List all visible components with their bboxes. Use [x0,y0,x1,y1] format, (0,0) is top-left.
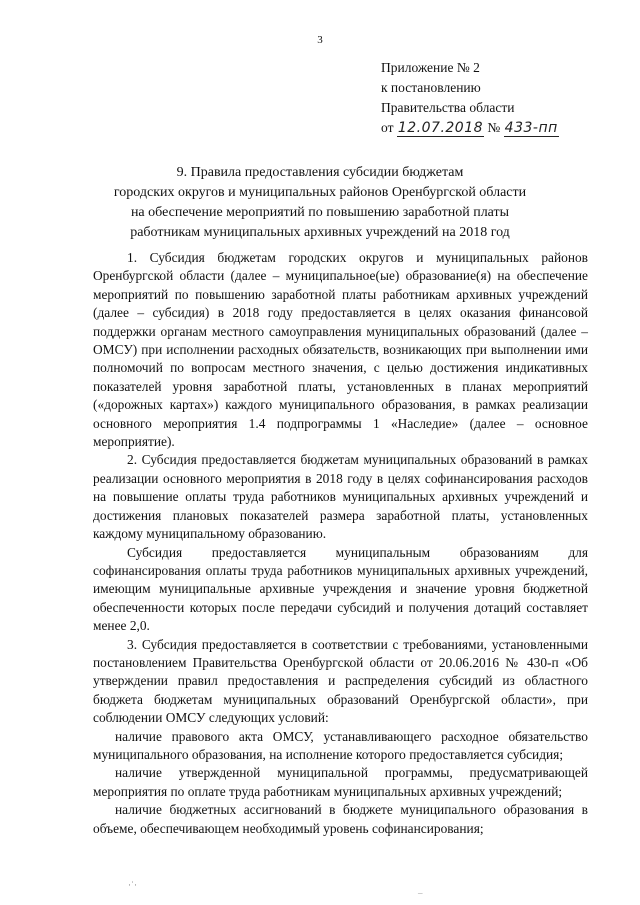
page-number: 3 [317,34,323,46]
document-body [93,249,588,838]
condition-budget: наличие бюджетных ассигнований в бюджете муниципального образования в объеме, обеспечивающем необходимый уровень софинансирования; [93,802,588,836]
appendix-block [381,58,621,138]
title-line-3: на обеспечение мероприятий по повышению заработной платы [130,205,510,220]
appendix-to-resolution: к постановлению [381,80,481,95]
appendix-title: Приложение № 2 [381,60,480,75]
scan-artifact-dash: – [418,888,423,898]
appendix-date-line [381,118,621,138]
paragraph-2: 2. Субсидия предоставляется бюджетам муниципальных образований в рамках реализации основного мероприятия в 2018 году в целях софинансирования расходов на повышение оплаты труда работников муниципальных архивных учреждений и достижения плановых показателей размера заработной платы, установленных каждому муниципальному образованию. [93,452,588,542]
handwritten-date: 12.07.2018 [397,120,484,136]
scan-artifact: ·˙· [128,880,137,890]
title-line-1: 9. Правила предоставления субсидии бюджетам [176,165,464,180]
paragraph-3: 3. Субсидия предоставляется в соответствии с требованиями, установленными постановлением Правительства Оренбургской области от 20.06.2016 № 430-п «Об утверждении правил предоставления и распределения субсидий из областного бюджета бюджетам муниципальных образований Оренбургской области», при соблюдении ОМСУ следующих условий: [93,636,588,726]
paragraph-2-continued: Субсидия предоставляется муниципальным образованиям для софинансирования оплаты труда работников муниципальных архивных учреждений, имеющим муниципальные архивные учреждения и значение уровня бюджетной обеспеченности которых после передачи субсидий и получения дотаций составляет менее 2,0. [93,544,588,634]
title-line-4: работникам муниципальных архивных учреждений на 2018 год [130,225,510,240]
number-prefix: № [487,120,501,135]
condition-legal-act: наличие правового акта ОМСУ, устанавливающего расходное обязательство муниципального образования, на исполнение которого предоставляется субсидия; [93,728,588,762]
title-line-2: городских округов и муниципальных районов Оренбургской области [113,185,527,200]
section-title [60,163,580,243]
paragraph-1: 1. Субсидия бюджетам городских округов и муниципальных районов Оренбургской области (далее – муниципальное(ые) образование(я) на обеспечение мероприятий по повышению заработной платы работникам архивных учреждений (далее – субсидия) в 2018 году предоставляется в целях оказания финансовой поддержки органам местного самоуправления муниципальных образований (далее – ОМСУ) при исполнении расходных обязательств, возникающих при выполнении ими полномочий по вопросам местного значения, с целью достижения индикативных показателей уровня заработной платы, установленных в планах мероприятий («дорожных картах») каждого муниципального образования, в рамках реализации основного мероприятия 1.4 подпрограммы 1 «Наследие» (далее – основное мероприятие). [93,250,588,450]
condition-program: наличие утвержденной муниципальной программы, предусматривающей мероприятия по оплате труда работникам муниципальных архивных учреждений; [93,765,588,799]
date-prefix: от [381,120,394,135]
appendix-government: Правительства области [381,100,515,115]
handwritten-number: 433-пп [504,120,558,136]
